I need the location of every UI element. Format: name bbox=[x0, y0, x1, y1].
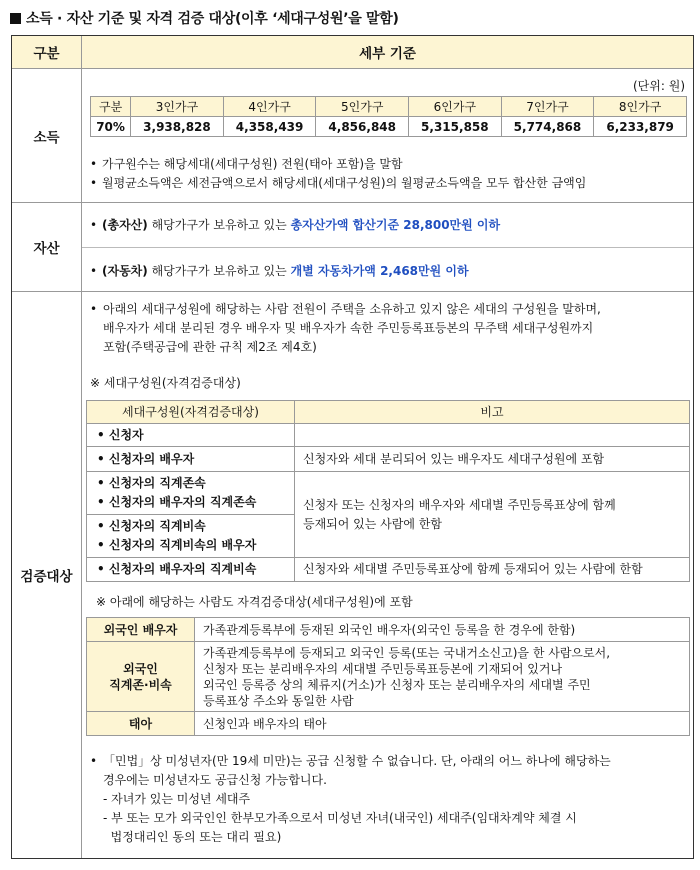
members-table bbox=[86, 400, 690, 582]
income-table-header: 구분 3인가구 4인가구 5인가구 6인가구 7인가구 8인가구 bbox=[91, 97, 687, 117]
asset-total-item: • (총자산) 해당가구가 보유하고 있는 총자산가액 합산기준 28,800만원 이하 bbox=[90, 218, 501, 232]
verify-label: 검증대상 bbox=[12, 292, 82, 858]
extra-note: ※ 아래에 해당하는 사람도 자격검증대상(세대구성원)에 포함 bbox=[96, 595, 413, 609]
header-row bbox=[12, 36, 693, 69]
merged-note: 신청자 또는 신청자의 배우자와 세대별 주민등록표상에 함께 등재되어 있는 사람에 한함 bbox=[295, 472, 690, 558]
title-text: 소득 · 자산 기준 및 자격 검증 대상(이후 ‘세대구성원’을 말함) bbox=[26, 11, 399, 27]
minor-note: • 「민법」상 미성년자(만 19세 미만)는 공급 신청할 수 없습니다. 단, 아래의 어느 하나에 해당하는 경우에는 미성년자도 공급신청 가능합니다. - 자녀가 있는 미성년 세대주 - 부 또는 모가 외국인인 한부모가족으로서 미성년 자녀(내국인) 세대주(임대차계약 체결 시 법정대리인 동의 또는 대리 필요) bbox=[90, 754, 611, 844]
table-row: • 신청자의 배우자의 직계비속 신청자와 세대별 주민등록표상에 함께 등재되어 있는 사람에 한함 bbox=[87, 558, 690, 582]
verify-intro: • 아래의 세대구성원에 해당하는 사람 전원이 주택을 소유하고 있지 않은 세대의 구성원을 말하며, 배우자가 세대 분리된 경우 배우자 및 배우자가 속한 주민등록표등본의 무주택 세대구성원까지 포함(주택공급에 관한 규칙 제2조 제4호) bbox=[90, 302, 601, 354]
criteria-table bbox=[11, 35, 694, 859]
income-table bbox=[90, 96, 687, 137]
page-title bbox=[10, 8, 399, 28]
table-row: • 신청자 bbox=[87, 424, 690, 447]
table-row: • 신청자의 배우자 신청자와 세대 분리되어 있는 배우자도 세대구성원에 포함 bbox=[87, 447, 690, 472]
header-category: 구분 bbox=[12, 36, 82, 68]
income-table-values: 70% 3,938,828 4,358,439 4,856,848 5,315,858 5,774,868 6,233,879 bbox=[91, 117, 687, 137]
table-row: • 신청자의 직계존속 • 신청자의 배우자의 직계존속 신청자 또는 신청자의 배우자와 세대별 주민등록표상에 함께 등재되어 있는 사람에 한함 bbox=[87, 472, 690, 515]
table-row: 외국인 배우자 가족관계등록부에 등재된 외국인 배우자(외국인 등록을 한 경우에 한함) bbox=[87, 618, 690, 642]
assets-row bbox=[12, 203, 693, 292]
assets-label: 자산 bbox=[12, 203, 82, 291]
members-table-header: 세대구성원(자격검증대상) 비고 bbox=[87, 401, 690, 424]
divider bbox=[82, 247, 693, 248]
unit-label: (단위: 원) bbox=[633, 79, 685, 93]
verify-row bbox=[12, 292, 693, 858]
square-bullet-icon bbox=[10, 13, 21, 24]
income-note: • 가구원수는 해당세대(세대구성원) 전원(태아 포함)을 말함 bbox=[90, 157, 403, 171]
header-details: 세부 기준 bbox=[359, 46, 416, 62]
members-note: ※ 세대구성원(자격검증대상) bbox=[90, 376, 241, 390]
table-row: • 신청자의 직계비속 • 신청자의 직계비속의 배우자 bbox=[87, 515, 690, 558]
asset-car-item: • (자동차) 해당가구가 보유하고 있는 개별 자동차가액 2,468만원 이하 bbox=[90, 264, 469, 278]
income-row bbox=[12, 69, 693, 203]
table-row: 태아 신청인과 배우자의 태아 bbox=[87, 712, 690, 736]
table-row: 외국인 직계존·비속 가족관계등록부에 등재되고 외국인 등록(또는 국내거소신고)을 한 사람으로서, 신청자 또는 분리배우자의 세대별 주민등록표등본에 기재되어 있거나 외국인 등록증 상의 체류지(거소)가 신청자 또는 분리배우자의 세대별 주민 등록표상 주소와 동일한 사람 bbox=[87, 642, 690, 712]
income-note: • 월평균소득액은 세전금액으로서 해당세대(세대구성원)의 월평균소득액을 모두 합산한 금액임 bbox=[90, 176, 587, 190]
extra-table bbox=[86, 617, 690, 736]
income-label: 소득 bbox=[12, 69, 82, 202]
